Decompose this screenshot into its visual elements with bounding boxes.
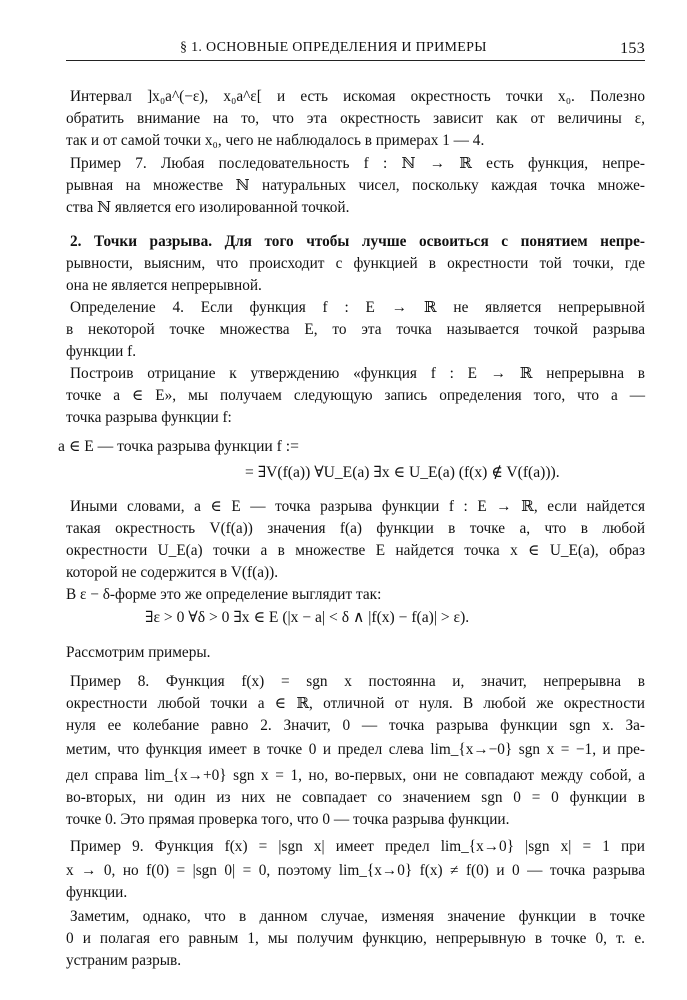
text-line: которой не содержится в V(f(a)).	[66, 564, 279, 581]
text-line: дел справа lim_{x→+0} sgn x = 1, но, во-первых, они не совпадают между собой, а	[66, 767, 645, 784]
section-2-heading: 2. Точки разрыва. Для того чтобы лучше освоиться с понятием непре-	[70, 233, 645, 250]
text-line: окрестности любой точки a ∈ ℝ, отличной от нуля. В любой же окрестности	[66, 695, 645, 712]
text-line: такая окрестность V(f(a)) значения f(a) функции в точке a, что в любой	[66, 520, 645, 537]
text-line: Построив отрицание к утверждению «функция f : E → ℝ непрерывна в	[70, 365, 645, 382]
text-line: рывности, выясним, что происходит с функцией в окрестности той точки, где	[66, 255, 645, 272]
text-line: обратить внимание на то, что эта окрестность зависит как от величины ε,	[66, 110, 645, 127]
text-line: Заметим, однако, что в данном случае, изменяя значение функции в точке	[70, 908, 645, 925]
text-line: точка разрыва функции f:	[66, 409, 232, 426]
text-line: нуля ее колебание равно 2. Значит, 0 — точка разрыва функции sgn x. За-	[66, 717, 645, 734]
text-line: рывная на множестве ℕ натуральных чисел, поскольку каждая точка множе-	[66, 177, 645, 194]
text-line: функции.	[66, 884, 128, 901]
text-line: так и от самой точки x₀, чего не наблюдалось в примерах 1 — 4.	[66, 132, 485, 149]
example-9-heading: Пример 9. Функция f(x) = |sgn x| имеет предел lim_{x→0} |sgn x| = 1 при	[70, 838, 645, 855]
text-line: Иными словами, a ∈ E — точка разрыва функции f : E → ℝ, если найдется	[70, 498, 645, 515]
definition-4: Определение 4. Если функция f : E → ℝ не является непрерывной	[70, 299, 645, 316]
section-title: § 1. ОСНОВНЫЕ ОПРЕДЕЛЕНИЯ И ПРИМЕРЫ	[180, 40, 487, 55]
example-7-heading: Пример 7. Любая последовательность f : ℕ → ℝ есть функция, непре-	[70, 155, 645, 172]
header-divider	[66, 60, 645, 61]
text-line: она не является непрерывной.	[66, 277, 262, 294]
text-line: Рассмотрим примеры.	[66, 644, 211, 661]
text-line: Интервал ]x₀a^(−ε), x₀a^ε[ и есть искомая окрестность точки x₀. Полезно	[70, 88, 645, 105]
example-8-heading: Пример 8. Функция f(x) = sgn x постоянна и, значит, непрерывна в	[70, 673, 645, 690]
formula-discontinuity-line2: = ∃V(f(a)) ∀U_E(a) ∃x ∈ U_E(a) (f(x) ∉ V(f(a))).	[245, 464, 560, 481]
page-number: 153	[620, 40, 645, 57]
text-line: устраним разрыв.	[66, 952, 182, 969]
formula-discontinuity-line1: a ∈ E — точка разрыва функции f :=	[58, 438, 299, 455]
text-line: точке 0. Это прямая проверка того, что 0 — точка разрыва функции.	[66, 811, 510, 828]
text-line: окрестности U_E(a) точки a в множестве E найдется точка x ∈ U_E(a), образ	[66, 542, 645, 559]
running-header	[66, 40, 645, 62]
text-line: точке a ∈ E», мы получаем следующую запись определения того, что a —	[66, 387, 645, 404]
text-line: в некоторой точке множества E, то эта точка называется точкой разрыва	[66, 321, 645, 338]
text-line: во-вторых, ни один из них не совпадает со значением sgn 0 = 0 функции в	[66, 789, 645, 806]
formula-epsilon-delta: ∃ε > 0 ∀δ > 0 ∃x ∈ E (|x − a| < δ ∧ |f(x) − f(a)| > ε).	[145, 609, 470, 626]
text-line: ства ℕ является его изолированной точкой.	[66, 199, 350, 216]
text-line: В ε − δ-форме это же определение выглядит так:	[66, 586, 382, 603]
text-line: 0 и полагая его равным 1, мы получим функцию, непрерывную в точке 0, т. е.	[66, 930, 645, 947]
text-line: функции f.	[66, 343, 137, 360]
text-line: метим, что функция имеет в точке 0 и предел слева lim_{x→−0} sgn x = −1, и пре-	[66, 741, 645, 758]
text-line: x → 0, но f(0) = |sgn 0| = 0, поэтому lim_{x→0} f(x) ≠ f(0) и 0 — точка разрыва	[66, 862, 645, 879]
